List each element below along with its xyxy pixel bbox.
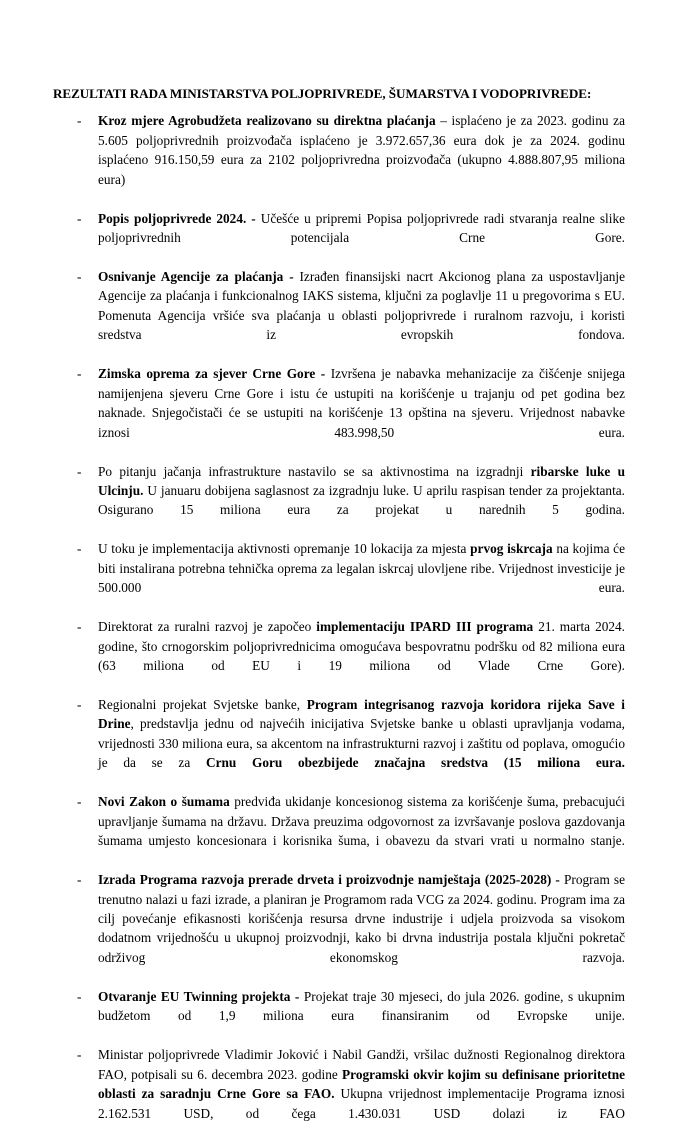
list-item-body: Program se trenutno nalazi u fazi izrade, a planiran je Programom rada VCG za 2024. godinu. Program ima za cilj povećanje efikasnosti korišćenja resursa drvne industrije i udjela proizvoda sa visokom dodatnom vrijednošću u ukupnoj proizvodnji, kako bi drvna industrija postala ključni pokretač održivog ekonomskog razvoja. bbox=[98, 872, 625, 965]
bullet-marker: - bbox=[77, 697, 82, 712]
list-item-text bbox=[98, 267, 625, 364]
list-item bbox=[53, 209, 625, 267]
bullet-marker: - bbox=[77, 619, 82, 635]
list-item-body: na kojima će biti instalirana potrebna tehnička oprema za legalan iskrcaj ulovljene ribe. Vrijednost investicije je 500.000 eura. bbox=[98, 541, 625, 596]
list-item bbox=[53, 539, 625, 617]
list-item bbox=[53, 462, 625, 540]
list-item-body: Učešće u pripremi Popisa poljoprivrede radi stvaranja realne slike poljoprivrednih potencijala Crne Gore. bbox=[98, 210, 625, 246]
list-item-pre: Regionalni projekat Svjetske banke, bbox=[98, 697, 307, 712]
bullet-marker: - bbox=[77, 113, 82, 129]
list-item-emphasis: Program integrisanog razvoja koridora rijeka Save i Drine bbox=[98, 697, 625, 732]
bullet-marker: - bbox=[77, 1047, 82, 1063]
list-item-lead: Osnivanje Agencije za plaćanja - bbox=[98, 269, 294, 285]
list-item-body: U januaru dobijena saglasnost za izgradnju luke. U aprilu raspisan tender za projektanta. Osigurano 15 miliona eura za projekat u narednih 5 godina. bbox=[98, 483, 625, 518]
page-title: REZULTATI RADA MINISTARSTVA POLJOPRIVREDE, ŠUMARSTVA I VODOPRIVREDE: bbox=[53, 86, 592, 101]
list-item-text bbox=[98, 111, 625, 208]
list-item bbox=[53, 617, 625, 695]
list-item-lead: Otvaranje EU Twinning projekta - bbox=[98, 988, 300, 1004]
list-item-lead: Popis poljoprivrede 2024. - bbox=[98, 210, 256, 226]
list-item-text bbox=[98, 364, 625, 461]
bullet-marker: - bbox=[77, 269, 82, 285]
list-item-emphasis: implementaciju IPARD III programa bbox=[316, 619, 534, 635]
list-item-lead: Izrada Programa razvoja prerade drveta i proizvodnje namještaja (2025-2028) - bbox=[98, 872, 560, 888]
list-item bbox=[53, 987, 625, 1045]
list-item-pre: U toku je implementacija aktivnosti opremanje 10 lokacija za mjesta bbox=[98, 541, 471, 557]
list-item-text bbox=[98, 209, 625, 267]
list-item-body: Izvršena je nabavka mehanizacije za čišćenje snijega namijenjena sjeveru Crne Gore i istu će ustupiti na korišćenje u trajanju od pet godina bez naknade. Snjegočistači će se ustupiti na korišćenje 13 opština na sjeveru. Vrijednost nabavke iznosi 483.998,50 eura. bbox=[98, 366, 625, 440]
list-item-text bbox=[98, 695, 625, 792]
document-body bbox=[53, 84, 625, 1142]
list-item-body: Projekat traje 30 mjeseci, do jula 2026. godine, s ukupnim budžetom od 1,9 miliona eura finansiranim od Evropske unije. bbox=[98, 988, 625, 1024]
list-item-lead: Zimska oprema za sjever Crne Gore - bbox=[98, 366, 326, 382]
list-item-text bbox=[98, 792, 625, 870]
results-bullet-list bbox=[53, 111, 625, 1142]
list-item bbox=[53, 1045, 625, 1142]
list-item-body: , predstavlja jednu od najvećih inicijativa Svjetske banke u oblasti upravljanja vodama, vrijednosti 330 miliona eura, sa akcentom na infrastrukturni razvoj i zaštitu od poplava, omogućio je da se za bbox=[98, 716, 625, 771]
bullet-marker: - bbox=[77, 366, 82, 382]
list-item-text bbox=[98, 462, 625, 540]
list-item-text bbox=[98, 1045, 625, 1142]
list-item-text bbox=[98, 617, 625, 695]
list-item bbox=[53, 695, 625, 792]
list-item-body: – isplaćeno je za 2023. godinu za 5.605 poljoprivrednih proizvođača isplaćeno je 3.972.657,36 eura dok je za 2024. godinu isplaćeno 916.150,59 eura za 2102 poljoprivredna proizvođača (ukupno 4.888.807,95 miliona eura) bbox=[98, 113, 625, 187]
list-item bbox=[53, 111, 625, 208]
bullet-marker: - bbox=[77, 794, 82, 810]
list-item-text bbox=[98, 539, 625, 617]
list-item-text bbox=[98, 987, 625, 1045]
list-item bbox=[53, 870, 625, 987]
list-item-pre: Ministar poljoprivrede Vladimir Joković i Nabil Gandži, vršilac dužnosti Regionalnog direktora FAO, potpisali su 6. decembra 2023. godine bbox=[98, 1047, 625, 1082]
list-item-body: 21. marta 2024. godine, što crnogorskim poljoprivrednicima omogućava bespovratnu podršku od 82 miliona eura (63 miliona od EU i 19 miliona od Vlade Crne Gore). bbox=[98, 619, 625, 674]
bullet-marker: - bbox=[77, 872, 82, 888]
list-item bbox=[53, 267, 625, 364]
list-item-emphasis: prvog iskrcaja bbox=[470, 541, 553, 557]
list-item-emphasis: ribarske luke u Ulcinju. bbox=[98, 463, 625, 499]
list-item-text bbox=[98, 870, 625, 987]
list-item-body: predviđa ukidanje koncesionog sistema za korišćenje šuma, prebacujući upravljanje šumama na državu. Država preuzima odgovornost za izvršavanje poslova gazdovanja šumama umjesto koncesionara i korisnika šuma, i obavezu da stvari vrati u normalno stanje. bbox=[98, 794, 625, 849]
bullet-marker: - bbox=[77, 210, 82, 226]
list-item bbox=[53, 364, 625, 461]
bullet-marker: - bbox=[77, 988, 82, 1004]
list-item-body: Izrađen finansijski nacrt Akcionog plana za uspostavljanje Agencije za plaćanja i funkcionalnog IAKS sistema, ključni za poglavlje 11 u pregovorima s EU. Pomenuta Agencija vršiće sva plaćanja u oblasti poljoprivrede i ruralnom razvoju, i koristi sredstva iz evropskih fondova. bbox=[98, 269, 625, 343]
list-item-emphasis: Programski okvir kojim su definisane prioritetne oblasti za saradnju Crne Gore sa FAO. bbox=[98, 1066, 625, 1102]
list-item bbox=[53, 792, 625, 870]
list-item-emphasis-tail: Crnu Goru obezbijede značajna sredstva (15 miliona eura. bbox=[205, 755, 625, 771]
bullet-marker: - bbox=[77, 463, 82, 479]
list-item-pre: Po pitanju jačanja infrastrukture nastavilo se sa aktivnostima na izgradnji bbox=[98, 463, 531, 479]
bullet-marker: - bbox=[77, 541, 82, 557]
list-item-lead: Novi Zakon o šumama bbox=[98, 794, 230, 810]
list-item-body: Ukupna vrijednost implementacije Programa iznosi 2.162.531 USD, od čega 1.430.031 USD dolazi iz FAO bbox=[98, 1086, 625, 1121]
list-item-pre: Direktorat za ruralni razvoj je započeo bbox=[98, 619, 317, 635]
list-item-lead: Kroz mjere Agrobudžeta realizovano su direktna plaćanja bbox=[98, 113, 436, 129]
